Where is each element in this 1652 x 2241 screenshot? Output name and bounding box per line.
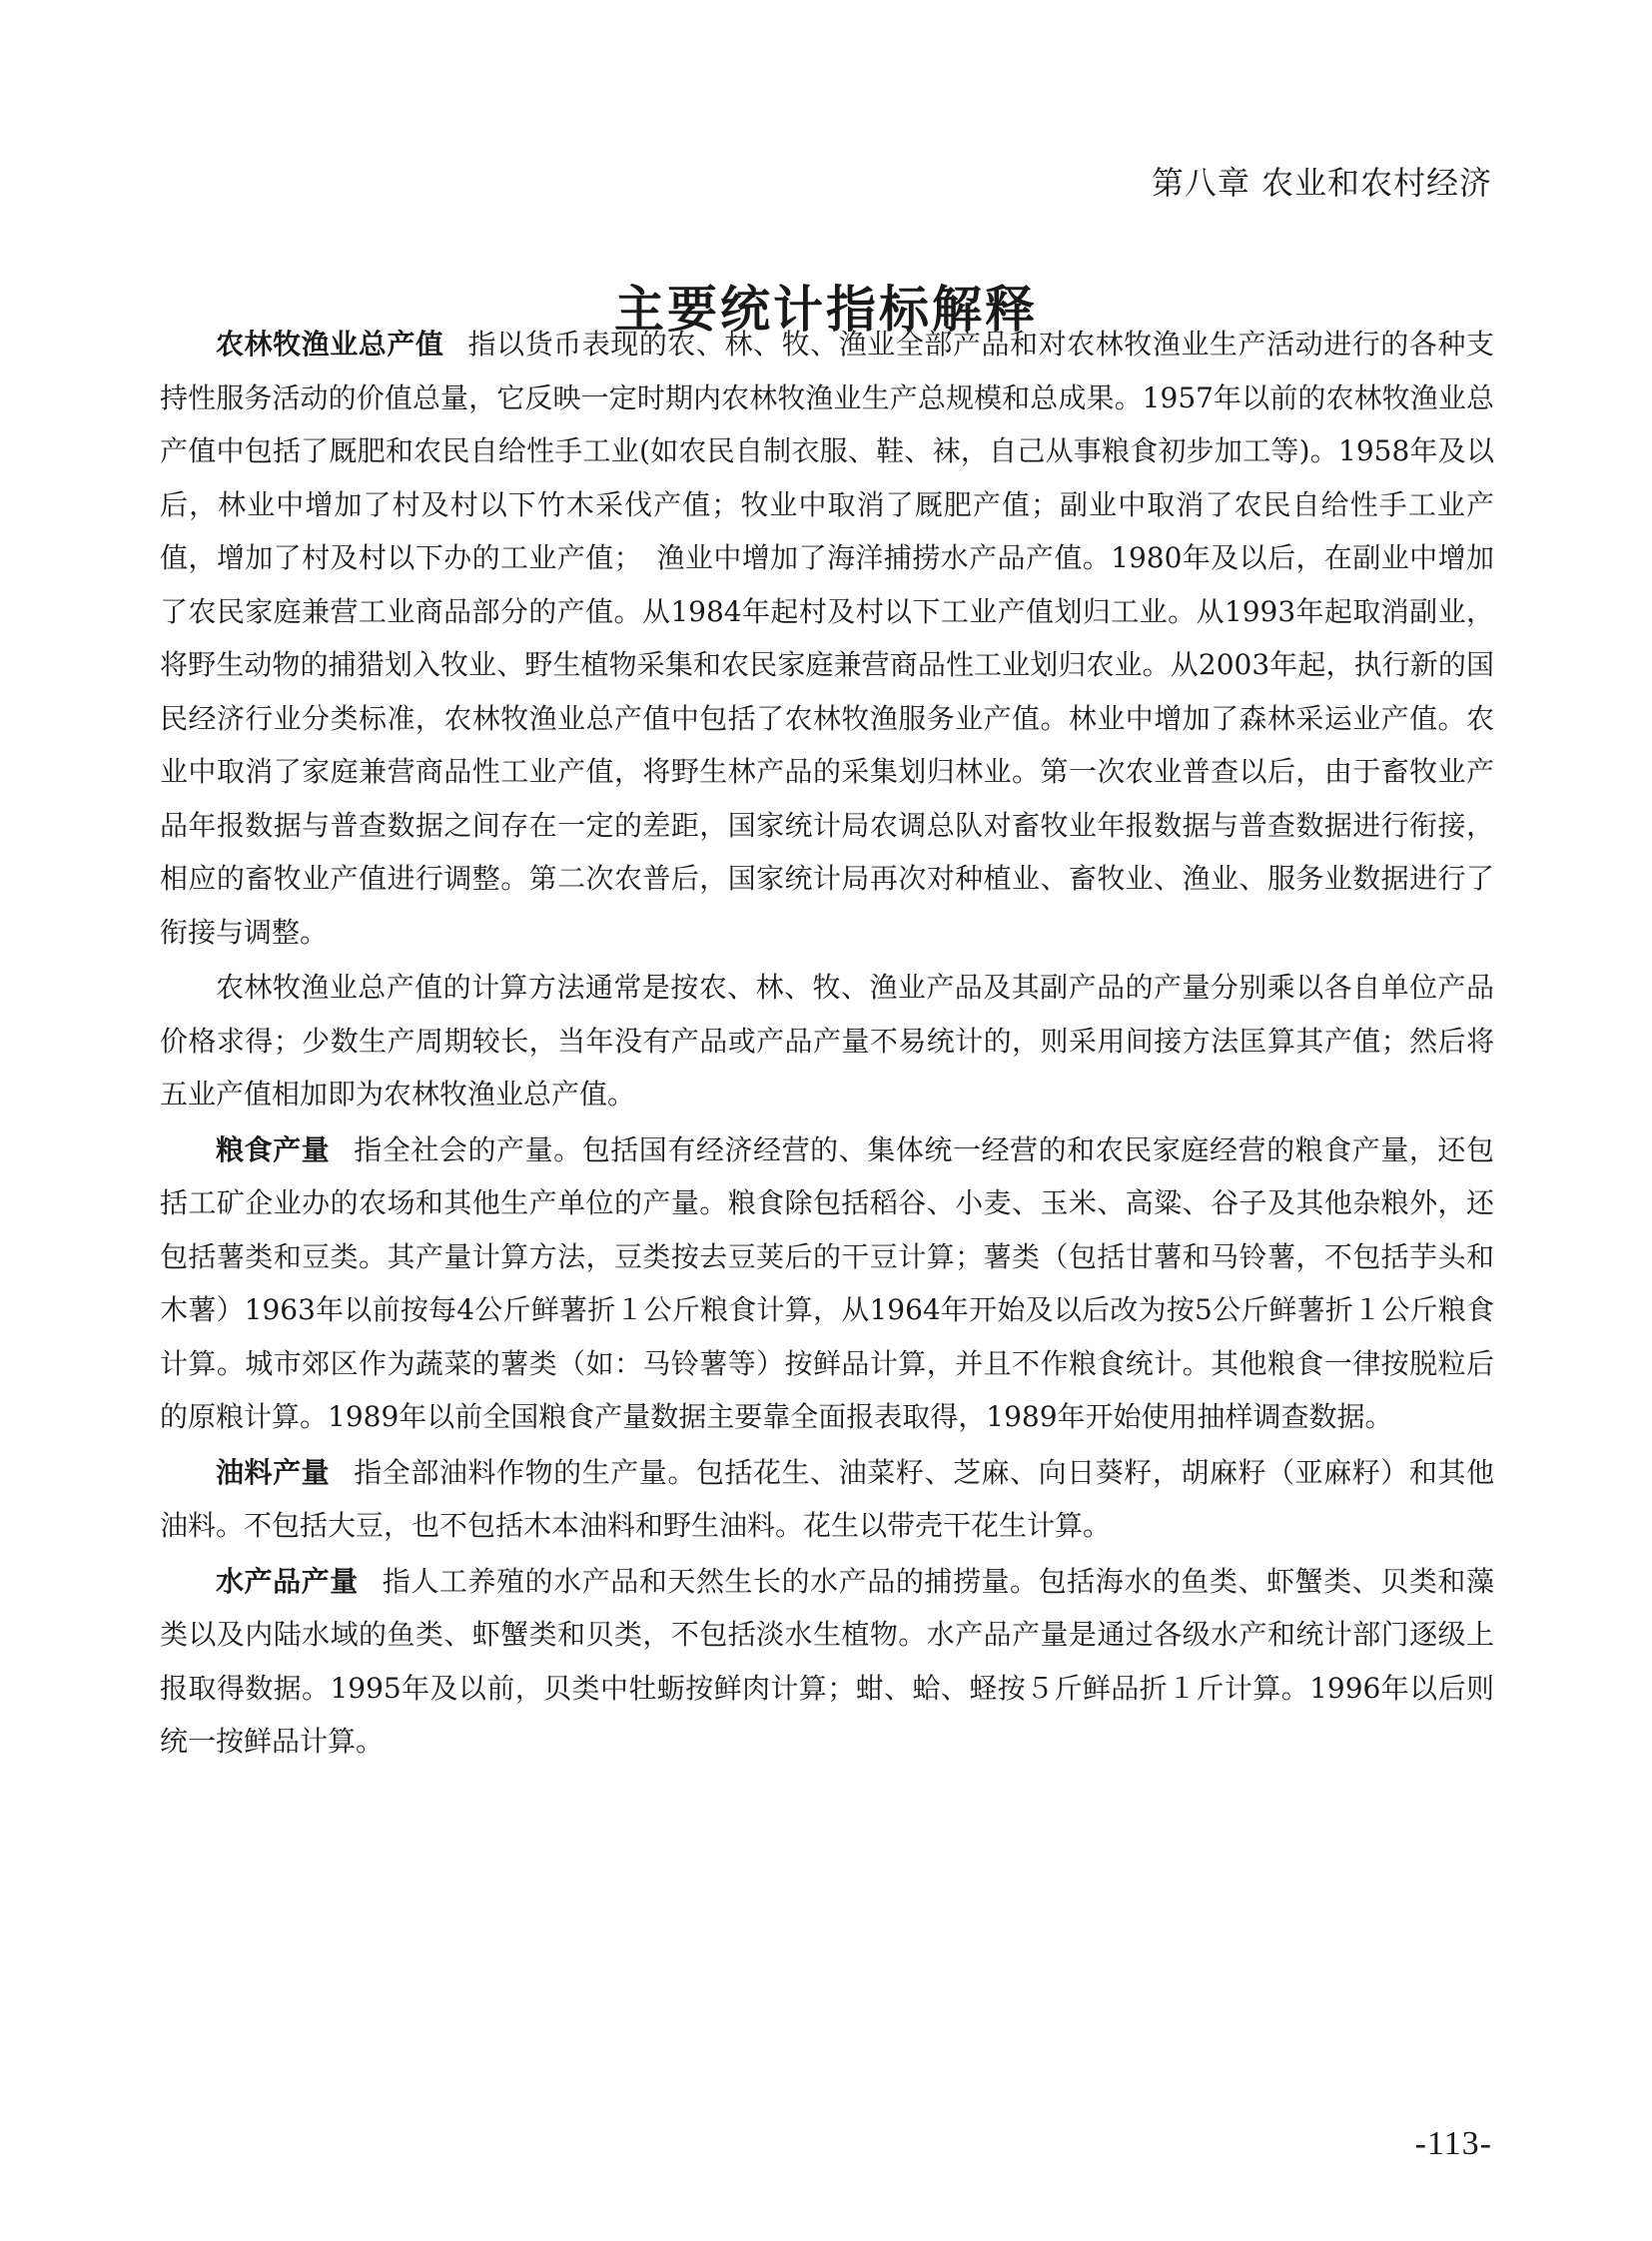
definition-oil-crops: 指全部油料作物的生产量。包括花生、油菜籽、芝麻、向日葵籽，胡麻籽（亚麻籽）和其他油料。不包括大豆，也不包括木本油料和野生油料。花生以带壳干花生计算。 <box>160 1455 1494 1542</box>
page-number: -113- <box>1414 2125 1492 2162</box>
term-grain-output: 粮食产量 <box>216 1132 331 1166</box>
paragraph-oil-crops <box>160 1446 1494 1553</box>
paragraph-grain-output <box>160 1123 1494 1444</box>
definition-calculation-method: 农林牧渔业总产值的计算方法通常是按农、林、牧、渔业产品及其副产品的产量分别乘以各自单位产品价格求得；少数生产周期较长，当年没有产品或产品产量不易统计的，则采用间接方法匡算其产值；然后将五业产值相加即为农林牧渔业总产值。 <box>160 971 1494 1111</box>
page-title: 主要统计指标解释 <box>614 279 1038 339</box>
paragraph-gross-output <box>160 318 1494 959</box>
term-aquatic-products: 水产品产量 <box>216 1564 359 1598</box>
definition-aquatic-products: 指人工养殖的水产品和天然生长的水产品的捕捞量。包括海水的鱼类、虾蟹类、贝类和藻类以及内陆水域的鱼类、虾蟹类和贝类，不包括淡水生植物。水产品产量是通过各级水产和统计部门逐级上报取得数据。1995年及以前，贝类中牡蛎按鲜肉计算；蚶、蛤、蛏按５斤鲜品折１斤计算。1996年以后则统一按鲜品计算。 <box>160 1564 1494 1758</box>
paragraph-aquatic-products <box>160 1555 1494 1769</box>
chapter-header: 第八章 农业和农村经济 <box>1151 164 1492 202</box>
term-gross-output: 农林牧渔业总产值 <box>216 328 444 361</box>
definition-gross-output: 指以货币表现的农、林、牧、渔业全部产品和对农林牧渔业生产活动进行的各种支持性服务活动的价值总量，它反映一定时期内农林牧渔业生产总规模和总成果。1957年以前的农林牧渔业总产值中包括了厩肥和农民自给性手工业(如农民自制衣服、鞋、袜，自己从事粮食初步加工等)。1958年及以后，林业中增加了村及村以下竹木采伐产值；牧业中取消了厩肥产值；副业中取消了农民自给性手工业产值，增加了村及村以下办的工业产值； 渔业中增加了海洋捕捞水产品产值。1980年及以后，在副业中增加了农民家庭兼营工业商品部分的产值。从1984年起村及村以下工业产值划归工业。从1993年起取消副业，将野生动物的捕猎划入牧业、野生植物采集和农民家庭兼营商品性工业划归农业。从2003年起，执行新的国民经济行业分类标准，农林牧渔业总产值中包括了农林牧渔服务业产值。林业中增加了森林采运业产值。农业中取消了家庭兼营商品性工业产值，将野生林产品的采集划归林业。第一次农业普查以后，由于畜牧业产品年报数据与普查数据之间存在一定的差距，国家统计局农调总队对畜牧业年报数据与普查数据进行衔接，相应的畜牧业产值进行调整。第二次农普后，国家统计局再次对种植业、畜牧业、渔业、服务业数据进行了衔接与调整。 <box>160 328 1494 949</box>
term-oil-crops: 油料产量 <box>216 1455 331 1489</box>
document-body <box>160 318 1494 1771</box>
definition-grain-output: 指全社会的产量。包括国有经济经营的、集体统一经营的和农民家庭经营的粮食产量，还包括工矿企业办的农场和其他生产单位的产量。粮食除包括稻谷、小麦、玉米、高粱、谷子及其他杂粮外，还包括薯类和豆类。其产量计算方法，豆类按去豆荚后的干豆计算；薯类（包括甘薯和马铃薯，不包括芋头和木薯）1963年以前按每4公斤鲜薯折１公斤粮食计算，从1964年开始及以后改为按5公斤鲜薯折１公斤粮食计算。城市郊区作为蔬菜的薯类（如：马铃薯等）按鲜品计算，并且不作粮食统计。其他粮食一律按脱粒后的原粮计算。1989年以前全国粮食产量数据主要靠全面报表取得，1989年开始使用抽样调查数据。 <box>160 1132 1494 1433</box>
paragraph-calculation-method <box>160 961 1494 1121</box>
